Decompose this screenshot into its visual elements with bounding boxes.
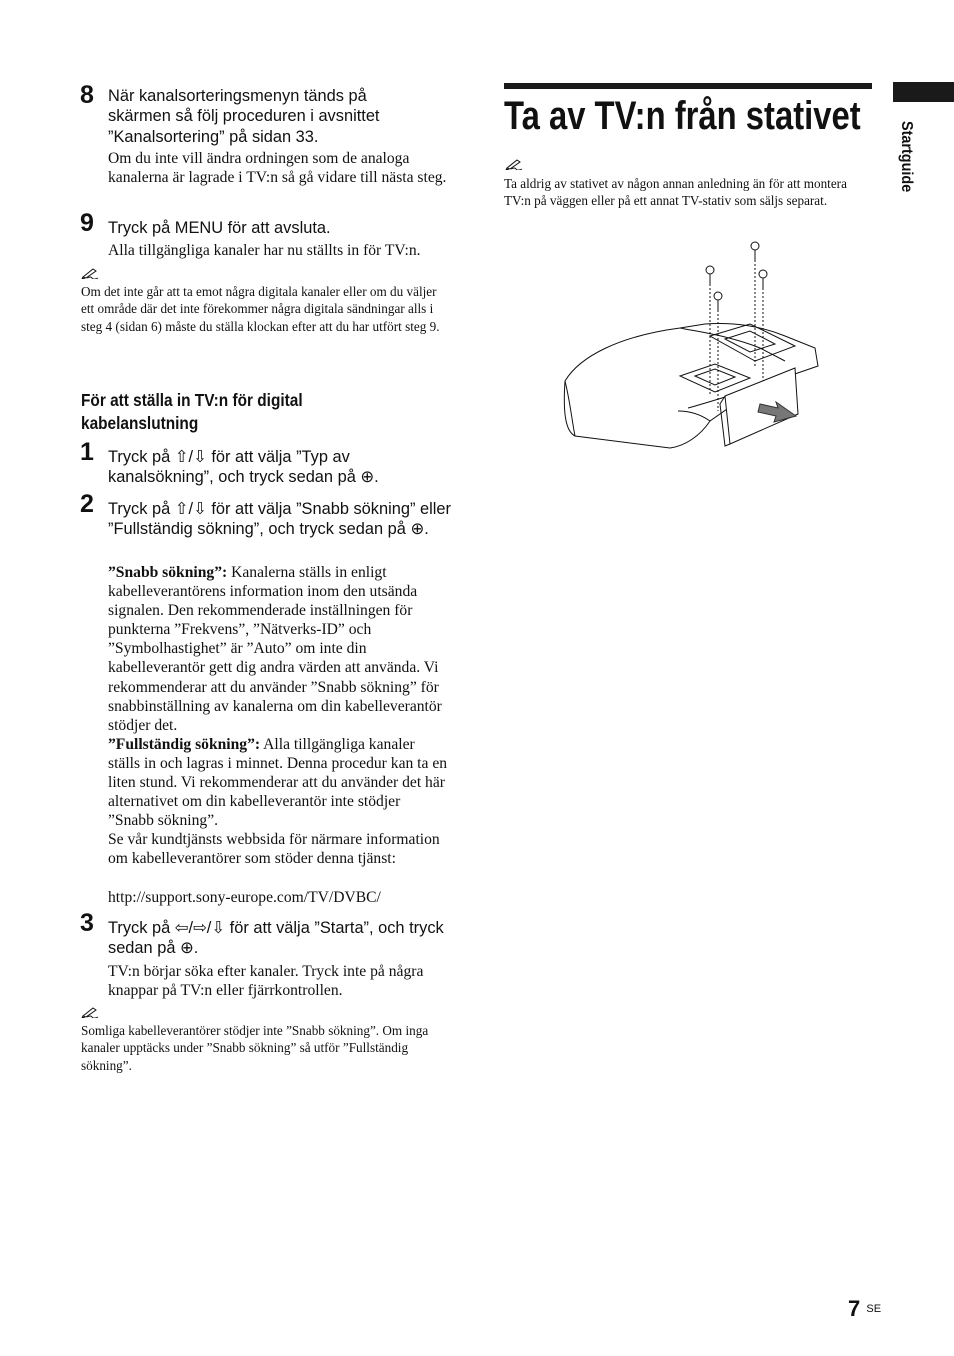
step-instruction: Tryck på ⇦/⇨/⇩ för att välja ”Starta”, och tryck sedan på ⊕.	[108, 919, 444, 958]
step-number: 1	[80, 438, 94, 466]
step-detail	[108, 735, 450, 830]
step-number: 8	[80, 81, 94, 109]
option-label: ”Snabb sökning”:	[108, 564, 228, 581]
pencil-note-icon	[81, 267, 99, 279]
note-text: Ta aldrig av stativet av någon annan anledning än för att montera TV:n på väggen eller på ett annat TV-stativ som säljs separat.	[504, 176, 847, 209]
option-description: Kanalerna ställs in enligt kabelleverantörens information inom den utsända signalen. Den rekommenderade inställningen för punkterna ”Frekvens”, ”Nätverks-ID” och ”Symbolhastighet” är ”Auto” om inte din kabelleverantör gett dig andra värden att använda. Vi rekommenderar att du använder ”Snabb sökning” för snabbinställning av kanalerna om din kabelleverantör stödjer det.	[108, 564, 442, 734]
step-detail: Alla tillgängliga kanaler har nu ställts in för TV:n.	[108, 242, 421, 259]
step-number: 9	[80, 209, 94, 237]
page-title: Ta av TV:n från stativet	[504, 94, 861, 138]
note-text: Om det inte går att ta emot några digitala kanaler eller om du väljer ett område där det inte förekommer några digitala sändningar alls i steg 4 (sidan 6) måste du ställa klockan efter att du har utfört steg 9.	[81, 284, 440, 334]
section-heading: För att ställa in TV:n för digital kabelanslutning	[81, 390, 303, 433]
step-number: 3	[80, 909, 94, 937]
step-instruction: Tryck på ⇧/⇩ för att välja ”Typ av kanalsökning”, och tryck sedan på ⊕.	[108, 448, 379, 487]
side-tab-label: Startguide	[898, 121, 915, 193]
pencil-note-icon	[505, 158, 523, 170]
step-detail: Om du inte vill ändra ordningen som de analoga kanalerna är lagrade i TV:n så gå vidare till nästa steg.	[108, 150, 447, 187]
step-instruction: Tryck på ⇧/⇩ för att välja ”Snabb sökning” eller ”Fullständig sökning”, och tryck sedan på ⊕.	[108, 500, 451, 539]
note-text: Somliga kabelleverantörer stödjer inte ”Snabb sökning”. Om inga kanaler upptäcks under ”Snabb sökning” så utför ”Fullständig sökning”.	[81, 1023, 429, 1073]
pencil-note-icon	[81, 1006, 99, 1018]
page-number	[848, 1296, 881, 1322]
support-text: Se vår kundtjänsts webbsida för närmare information om kabelleverantörer som stöder denna tjänst:	[108, 831, 440, 868]
page-number-value: 7	[848, 1296, 861, 1321]
stand-removal-illustration	[560, 236, 830, 456]
title-rule	[504, 83, 872, 89]
side-tab	[893, 82, 954, 102]
step-number: 2	[80, 490, 94, 518]
language-code: SE	[866, 1303, 882, 1315]
step-detail: TV:n börjar söka efter kanaler. Tryck inte på några knappar på TV:n eller fjärrkontrollen.	[108, 963, 424, 1000]
step-instruction: Tryck på MENU för att avsluta.	[108, 219, 331, 237]
support-url: http://support.sony-europe.com/TV/DVBC/	[108, 889, 381, 906]
option-label: ”Fullständig sökning”:	[108, 736, 261, 753]
step-detail	[108, 563, 450, 735]
step-instruction: När kanalsorteringsmenyn tänds på skärmen så följ proceduren i avsnittet ”Kanalsortering” på sidan 33.	[108, 87, 380, 146]
option-description: Alla tillgängliga kanaler ställs in och lagras i minnet. Denna procedur kan ta en liten stund. Vi rekommenderar att du använder det här alternativet om din kabelleverantör inte stödjer ”Snabb sökning”.	[108, 736, 448, 830]
